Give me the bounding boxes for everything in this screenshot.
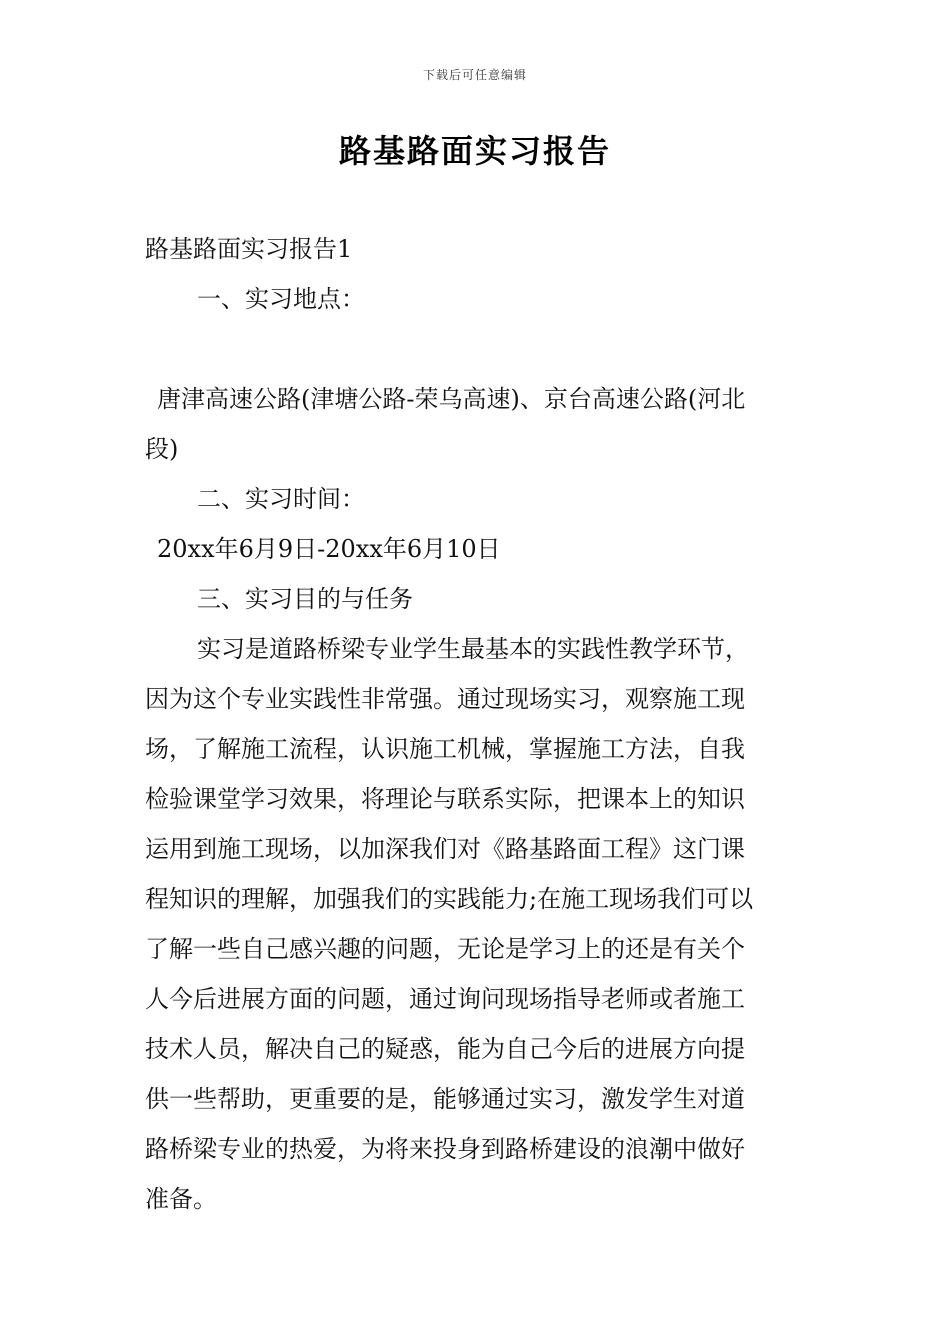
paragraph-line: 技术人员，解决自己的疑惑，能为自己今后的进展方向提: [145, 1035, 745, 1063]
paragraph-line: 人今后进展方面的问题，通过询问现场指导老师或者施工: [145, 985, 745, 1013]
paragraph-line: 了解一些自己感兴趣的问题，无论是学习上的还是有关个: [145, 935, 745, 963]
paragraph-line: 供一些帮助，更重要的是，能够通过实习，激发学生对道: [145, 1085, 745, 1113]
paragraph-line: 程知识的理解，加强我们的实践能力;在施工现场我们可以: [145, 885, 754, 913]
section-1-content-line-2: 段): [145, 435, 179, 463]
paragraph-line: 场，了解施工流程，认识施工机械，掌握施工方法，自我: [145, 735, 745, 763]
paragraph-line: 检验课堂学习效果，将理论与联系实际，把课本上的知识: [145, 785, 745, 813]
paragraph-line: 实习是道路桥梁专业学生最基本的实践性教学环节，: [197, 635, 749, 663]
paragraph-line: 运用到施工现场，以加深我们对《路基路面工程》这门课: [145, 835, 745, 863]
section-3-paragraph: [145, 624, 810, 1224]
section-3-heading: 三、实习目的与任务: [197, 585, 413, 613]
paragraph-line: 路桥梁专业的热爱，为将来投身到路桥建设的浪潮中做好: [145, 1135, 745, 1163]
paragraph-line: 因为这个专业实践性非常强。通过现场实习，观察施工现: [145, 685, 745, 713]
report-subtitle: 路基路面实习报告1: [145, 235, 353, 263]
document-title: 路基路面实习报告: [338, 132, 611, 170]
paragraph-line: 准备。: [145, 1185, 217, 1213]
header-note: 下载后可任意编辑: [422, 68, 527, 82]
section-1-content-line-1: 唐津高速公路(津塘公路-荣乌高速)、京台高速公路(河北: [157, 385, 746, 413]
section-2-content: 20xx年6月9日-20xx年6月10日: [157, 535, 501, 563]
section-2-heading: 二、实习时间：: [197, 485, 365, 513]
section-1-heading: 一、实习地点：: [197, 285, 365, 313]
